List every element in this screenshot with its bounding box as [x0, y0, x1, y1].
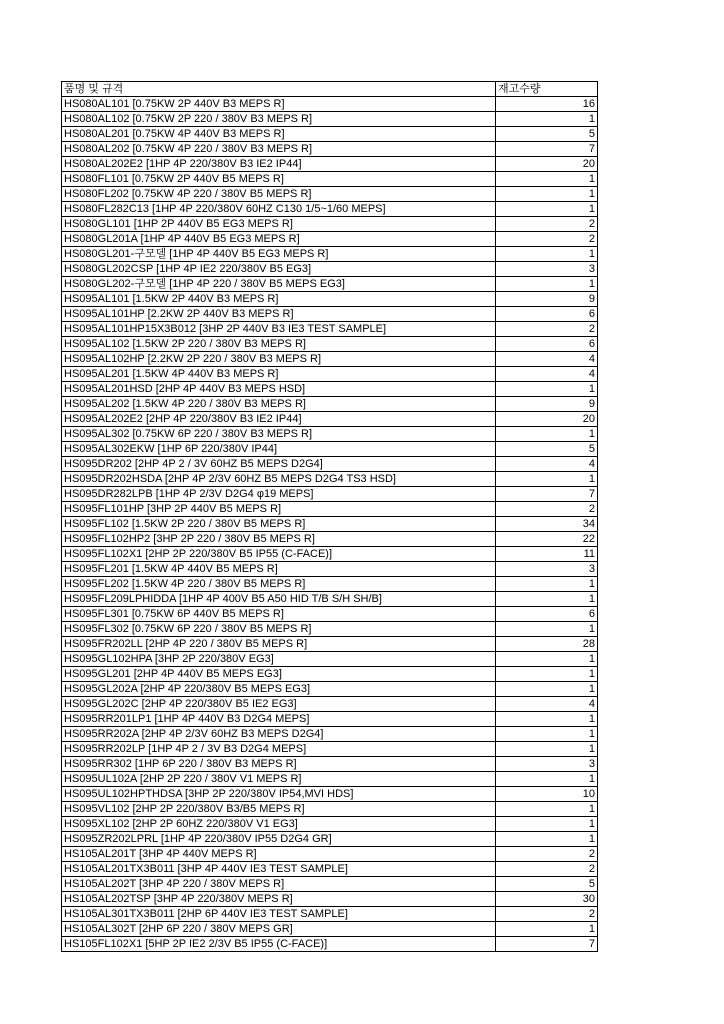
stock-quantity-cell: 3 [496, 262, 598, 277]
product-name-cell: HS080AL201 [0.75KW 4P 440V B3 MEPS R] [62, 127, 496, 142]
table-row [62, 592, 598, 607]
table-row [62, 142, 598, 157]
product-name-cell: HS095AL201 [1.5KW 4P 440V B3 MEPS R] [62, 367, 496, 382]
product-name-cell: HS105AL202T [3HP 4P 220 / 380V MEPS R] [62, 877, 496, 892]
stock-quantity-cell: 1 [496, 727, 598, 742]
table-row [62, 247, 598, 262]
product-name-cell: HS080GL202-구모델 [1HP 4P 220 / 380V B5 MEPS EG3] [62, 277, 496, 292]
table-row [62, 232, 598, 247]
inventory-table [61, 81, 598, 952]
stock-quantity-cell: 11 [496, 547, 598, 562]
stock-quantity-cell: 1 [496, 112, 598, 127]
stock-quantity-cell: 2 [496, 217, 598, 232]
table-row [62, 277, 598, 292]
table-row [62, 817, 598, 832]
table-row [62, 307, 598, 322]
stock-quantity-cell: 2 [496, 502, 598, 517]
table-row [62, 187, 598, 202]
stock-quantity-cell: 22 [496, 532, 598, 547]
product-name-cell: HS095GL202A [2HP 4P 220/380V B5 MEPS EG3] [62, 682, 496, 697]
table-row [62, 202, 598, 217]
stock-quantity-cell: 5 [496, 877, 598, 892]
product-name-cell: HS095AL102HP [2.2KW 2P 220 / 380V B3 MEPS R] [62, 352, 496, 367]
table-row [62, 457, 598, 472]
table-row [62, 847, 598, 862]
stock-quantity-cell: 1 [496, 802, 598, 817]
stock-quantity-cell: 2 [496, 907, 598, 922]
table-row [62, 622, 598, 637]
stock-quantity-cell: 16 [496, 97, 598, 112]
stock-quantity-cell: 3 [496, 757, 598, 772]
stock-quantity-cell: 1 [496, 667, 598, 682]
table-row [62, 757, 598, 772]
stock-quantity-cell: 2 [496, 847, 598, 862]
table-row [62, 97, 598, 112]
stock-quantity-cell: 1 [496, 742, 598, 757]
stock-quantity-cell: 20 [496, 157, 598, 172]
product-name-cell: HS080FL202 [0.75KW 4P 220 / 380V B5 MEPS R] [62, 187, 496, 202]
product-name-cell: HS095FR202LL [2HP 4P 220 / 380V B5 MEPS R] [62, 637, 496, 652]
product-name-cell: HS095AL302EKW [1HP 6P 220/380V IP44] [62, 442, 496, 457]
product-name-cell: HS095UL102A [2HP 2P 220 / 380V V1 MEPS R] [62, 772, 496, 787]
product-name-cell: HS080AL202E2 [1HP 4P 220/380V B3 IE2 IP44] [62, 157, 496, 172]
stock-quantity-cell: 1 [496, 577, 598, 592]
product-name-cell: HS095FL301 [0.75KW 6P 440V B5 MEPS R] [62, 607, 496, 622]
stock-quantity-cell: 9 [496, 397, 598, 412]
product-name-cell: HS080AL102 [0.75KW 2P 220 / 380V B3 MEPS R] [62, 112, 496, 127]
product-name-cell: HS095VL102 [2HP 2P 220/380V B3/B5 MEPS R] [62, 802, 496, 817]
product-name-cell: HS095FL102X1 [2HP 2P 220/380V B5 IP55 (C-FACE)] [62, 547, 496, 562]
product-name-cell: HS105AL301TX3B011 [2HP 6P 440V IE3 TEST SAMPLE] [62, 907, 496, 922]
table-row [62, 772, 598, 787]
product-name-cell: HS105AL201T [3HP 4P 440V MEPS R] [62, 847, 496, 862]
table-row [62, 352, 598, 367]
product-name-cell: HS095GL102HPA [3HP 2P 220/380V EG3] [62, 652, 496, 667]
stock-quantity-cell: 30 [496, 892, 598, 907]
table-row [62, 727, 598, 742]
product-name-cell: HS095GL201 [2HP 4P 440V B5 MEPS EG3] [62, 667, 496, 682]
stock-quantity-cell: 3 [496, 562, 598, 577]
table-row [62, 502, 598, 517]
product-name-cell: HS095DR202HSDA [2HP 4P 2/3V 60HZ B5 MEPS D2G4 TS3 HSD] [62, 472, 496, 487]
table-row [62, 472, 598, 487]
table-row [62, 832, 598, 847]
table-row [62, 412, 598, 427]
table-row [62, 382, 598, 397]
stock-quantity-cell: 1 [496, 172, 598, 187]
product-name-cell: HS095FL302 [0.75KW 6P 220 / 380V B5 MEPS R] [62, 622, 496, 637]
stock-quantity-cell: 2 [496, 322, 598, 337]
product-name-cell: HS095DR282LPB [1HP 4P 2/3V D2G4 φ19 MEPS] [62, 487, 496, 502]
table-row [62, 532, 598, 547]
table-row [62, 937, 598, 952]
product-name-cell: HS095ZR202LPRL [1HP 4P 220/380V IP55 D2G4 GR] [62, 832, 496, 847]
table-row [62, 397, 598, 412]
stock-quantity-cell: 1 [496, 832, 598, 847]
table-row [62, 742, 598, 757]
product-name-cell: HS095FL201 [1.5KW 4P 440V B5 MEPS R] [62, 562, 496, 577]
stock-quantity-cell: 7 [496, 937, 598, 952]
product-name-cell: HS080AL101 [0.75KW 2P 440V B3 MEPS R] [62, 97, 496, 112]
stock-quantity-cell: 9 [496, 292, 598, 307]
stock-quantity-cell: 4 [496, 457, 598, 472]
product-name-cell: HS080FL282C13 [1HP 4P 220/380V 60HZ C130 1/5~1/60 MEPS] [62, 202, 496, 217]
product-name-cell: HS095AL101HP [2.2KW 2P 440V B3 MEPS R] [62, 307, 496, 322]
stock-quantity-cell: 1 [496, 247, 598, 262]
stock-quantity-cell: 20 [496, 412, 598, 427]
stock-quantity-cell: 1 [496, 277, 598, 292]
stock-quantity-cell: 5 [496, 127, 598, 142]
stock-quantity-cell: 1 [496, 652, 598, 667]
table-row [62, 862, 598, 877]
product-name-cell: HS095FL101HP [3HP 2P 440V B5 MEPS R] [62, 502, 496, 517]
product-name-cell: HS095AL101HP15X3B012 [3HP 2P 440V B3 IE3 TEST SAMPLE] [62, 322, 496, 337]
product-name-cell: HS080GL201-구모델 [1HP 4P 440V B5 EG3 MEPS R] [62, 247, 496, 262]
product-name-cell: HS095AL201HSD [2HP 4P 440V B3 MEPS HSD] [62, 382, 496, 397]
table-row [62, 517, 598, 532]
stock-quantity-cell: 1 [496, 472, 598, 487]
product-name-cell: HS095FL202 [1.5KW 4P 220 / 380V B5 MEPS R] [62, 577, 496, 592]
stock-quantity-cell: 4 [496, 352, 598, 367]
product-name-cell: HS105AL302T [2HP 6P 220 / 380V MEPS GR] [62, 922, 496, 937]
product-name-cell: HS080FL101 [0.75KW 2P 440V B5 MEPS R] [62, 172, 496, 187]
stock-quantity-cell: 1 [496, 202, 598, 217]
stock-quantity-cell: 7 [496, 487, 598, 502]
table-row [62, 922, 598, 937]
product-name-cell: HS095RR202LP [1HP 4P 2 / 3V B3 D2G4 MEPS] [62, 742, 496, 757]
table-row [62, 427, 598, 442]
stock-quantity-cell: 2 [496, 862, 598, 877]
table-row [62, 322, 598, 337]
table-row [62, 262, 598, 277]
table-row [62, 172, 598, 187]
table-row [62, 487, 598, 502]
stock-quantity-cell: 4 [496, 697, 598, 712]
stock-quantity-cell: 1 [496, 712, 598, 727]
table-row [62, 367, 598, 382]
table-row [62, 607, 598, 622]
product-name-cell: HS095GL202C [2HP 4P 220/380V B5 IE2 EG3] [62, 697, 496, 712]
stock-quantity-cell: 1 [496, 922, 598, 937]
table-row [62, 892, 598, 907]
product-name-cell: HS095XL102 [2HP 2P 60HZ 220/380V V1 EG3] [62, 817, 496, 832]
product-name-cell: HS095RR202A [2HP 4P 2/3V 60HZ B3 MEPS D2G4] [62, 727, 496, 742]
table-row [62, 547, 598, 562]
stock-quantity-cell: 1 [496, 817, 598, 832]
product-name-cell: HS080GL201A [1HP 4P 440V B5 EG3 MEPS R] [62, 232, 496, 247]
stock-quantity-cell: 6 [496, 337, 598, 352]
product-name-cell: HS095AL202 [1.5KW 4P 220 / 380V B3 MEPS R] [62, 397, 496, 412]
stock-quantity-cell: 1 [496, 427, 598, 442]
table-header-row [62, 82, 598, 97]
table-row [62, 907, 598, 922]
table-row [62, 577, 598, 592]
table-row [62, 877, 598, 892]
stock-quantity-cell: 1 [496, 772, 598, 787]
stock-quantity-cell: 34 [496, 517, 598, 532]
stock-quantity-cell: 10 [496, 787, 598, 802]
product-name-cell: HS095AL101 [1.5KW 2P 440V B3 MEPS R] [62, 292, 496, 307]
table-row [62, 112, 598, 127]
product-name-cell: HS095RR201LP1 [1HP 4P 440V B3 D2G4 MEPS] [62, 712, 496, 727]
header-product-name: 품명 및 규격 [62, 82, 496, 97]
stock-quantity-cell: 5 [496, 442, 598, 457]
stock-quantity-cell: 1 [496, 382, 598, 397]
product-name-cell: HS095UL102HPTHDSA [3HP 2P 220/380V IP54,MVI HDS] [62, 787, 496, 802]
product-name-cell: HS095DR202 [2HP 4P 2 / 3V 60HZ B5 MEPS D2G4] [62, 457, 496, 472]
product-name-cell: HS080GL101 [1HP 2P 440V B5 EG3 MEPS R] [62, 217, 496, 232]
stock-quantity-cell: 1 [496, 187, 598, 202]
table-row [62, 337, 598, 352]
inventory-table-body [62, 82, 598, 952]
stock-quantity-cell: 28 [496, 637, 598, 652]
stock-quantity-cell: 7 [496, 142, 598, 157]
stock-quantity-cell: 4 [496, 367, 598, 382]
table-row [62, 802, 598, 817]
product-name-cell: HS095AL102 [1.5KW 2P 220 / 380V B3 MEPS R] [62, 337, 496, 352]
product-name-cell: HS095FL209LPHIDDA [1HP 4P 400V B5 A50 HID T/B S/H SH/B] [62, 592, 496, 607]
product-name-cell: HS080GL202CSP [1HP 4P IE2 220/380V B5 EG3] [62, 262, 496, 277]
table-row [62, 442, 598, 457]
product-name-cell: HS095AL202E2 [2HP 4P 220/380V B3 IE2 IP44] [62, 412, 496, 427]
stock-quantity-cell: 1 [496, 682, 598, 697]
table-row [62, 697, 598, 712]
stock-quantity-cell: 6 [496, 307, 598, 322]
table-row [62, 157, 598, 172]
product-name-cell: HS105AL201TX3B011 [3HP 4P 440V IE3 TEST SAMPLE] [62, 862, 496, 877]
product-name-cell: HS095RR302 [1HP 6P 220 / 380V B3 MEPS R] [62, 757, 496, 772]
table-row [62, 562, 598, 577]
table-row [62, 682, 598, 697]
table-row [62, 127, 598, 142]
stock-quantity-cell: 1 [496, 622, 598, 637]
product-name-cell: HS095FL102 [1.5KW 2P 220 / 380V B5 MEPS R] [62, 517, 496, 532]
stock-quantity-cell: 1 [496, 592, 598, 607]
stock-quantity-cell: 2 [496, 232, 598, 247]
table-row [62, 712, 598, 727]
product-name-cell: HS080AL202 [0.75KW 4P 220 / 380V B3 MEPS R] [62, 142, 496, 157]
product-name-cell: HS105AL202TSP [3HP 4P 220/380V MEPS R] [62, 892, 496, 907]
header-stock-quantity: 재고수량 [496, 82, 598, 97]
table-row [62, 787, 598, 802]
product-name-cell: HS095AL302 [0.75KW 6P 220 / 380V B3 MEPS R] [62, 427, 496, 442]
table-row [62, 652, 598, 667]
stock-quantity-cell: 6 [496, 607, 598, 622]
table-row [62, 292, 598, 307]
table-row [62, 217, 598, 232]
product-name-cell: HS095FL102HP2 [3HP 2P 220 / 380V B5 MEPS R] [62, 532, 496, 547]
product-name-cell: HS105FL102X1 [5HP 2P IE2 2/3V B5 IP55 (C-FACE)] [62, 937, 496, 952]
table-row [62, 667, 598, 682]
table-row [62, 637, 598, 652]
